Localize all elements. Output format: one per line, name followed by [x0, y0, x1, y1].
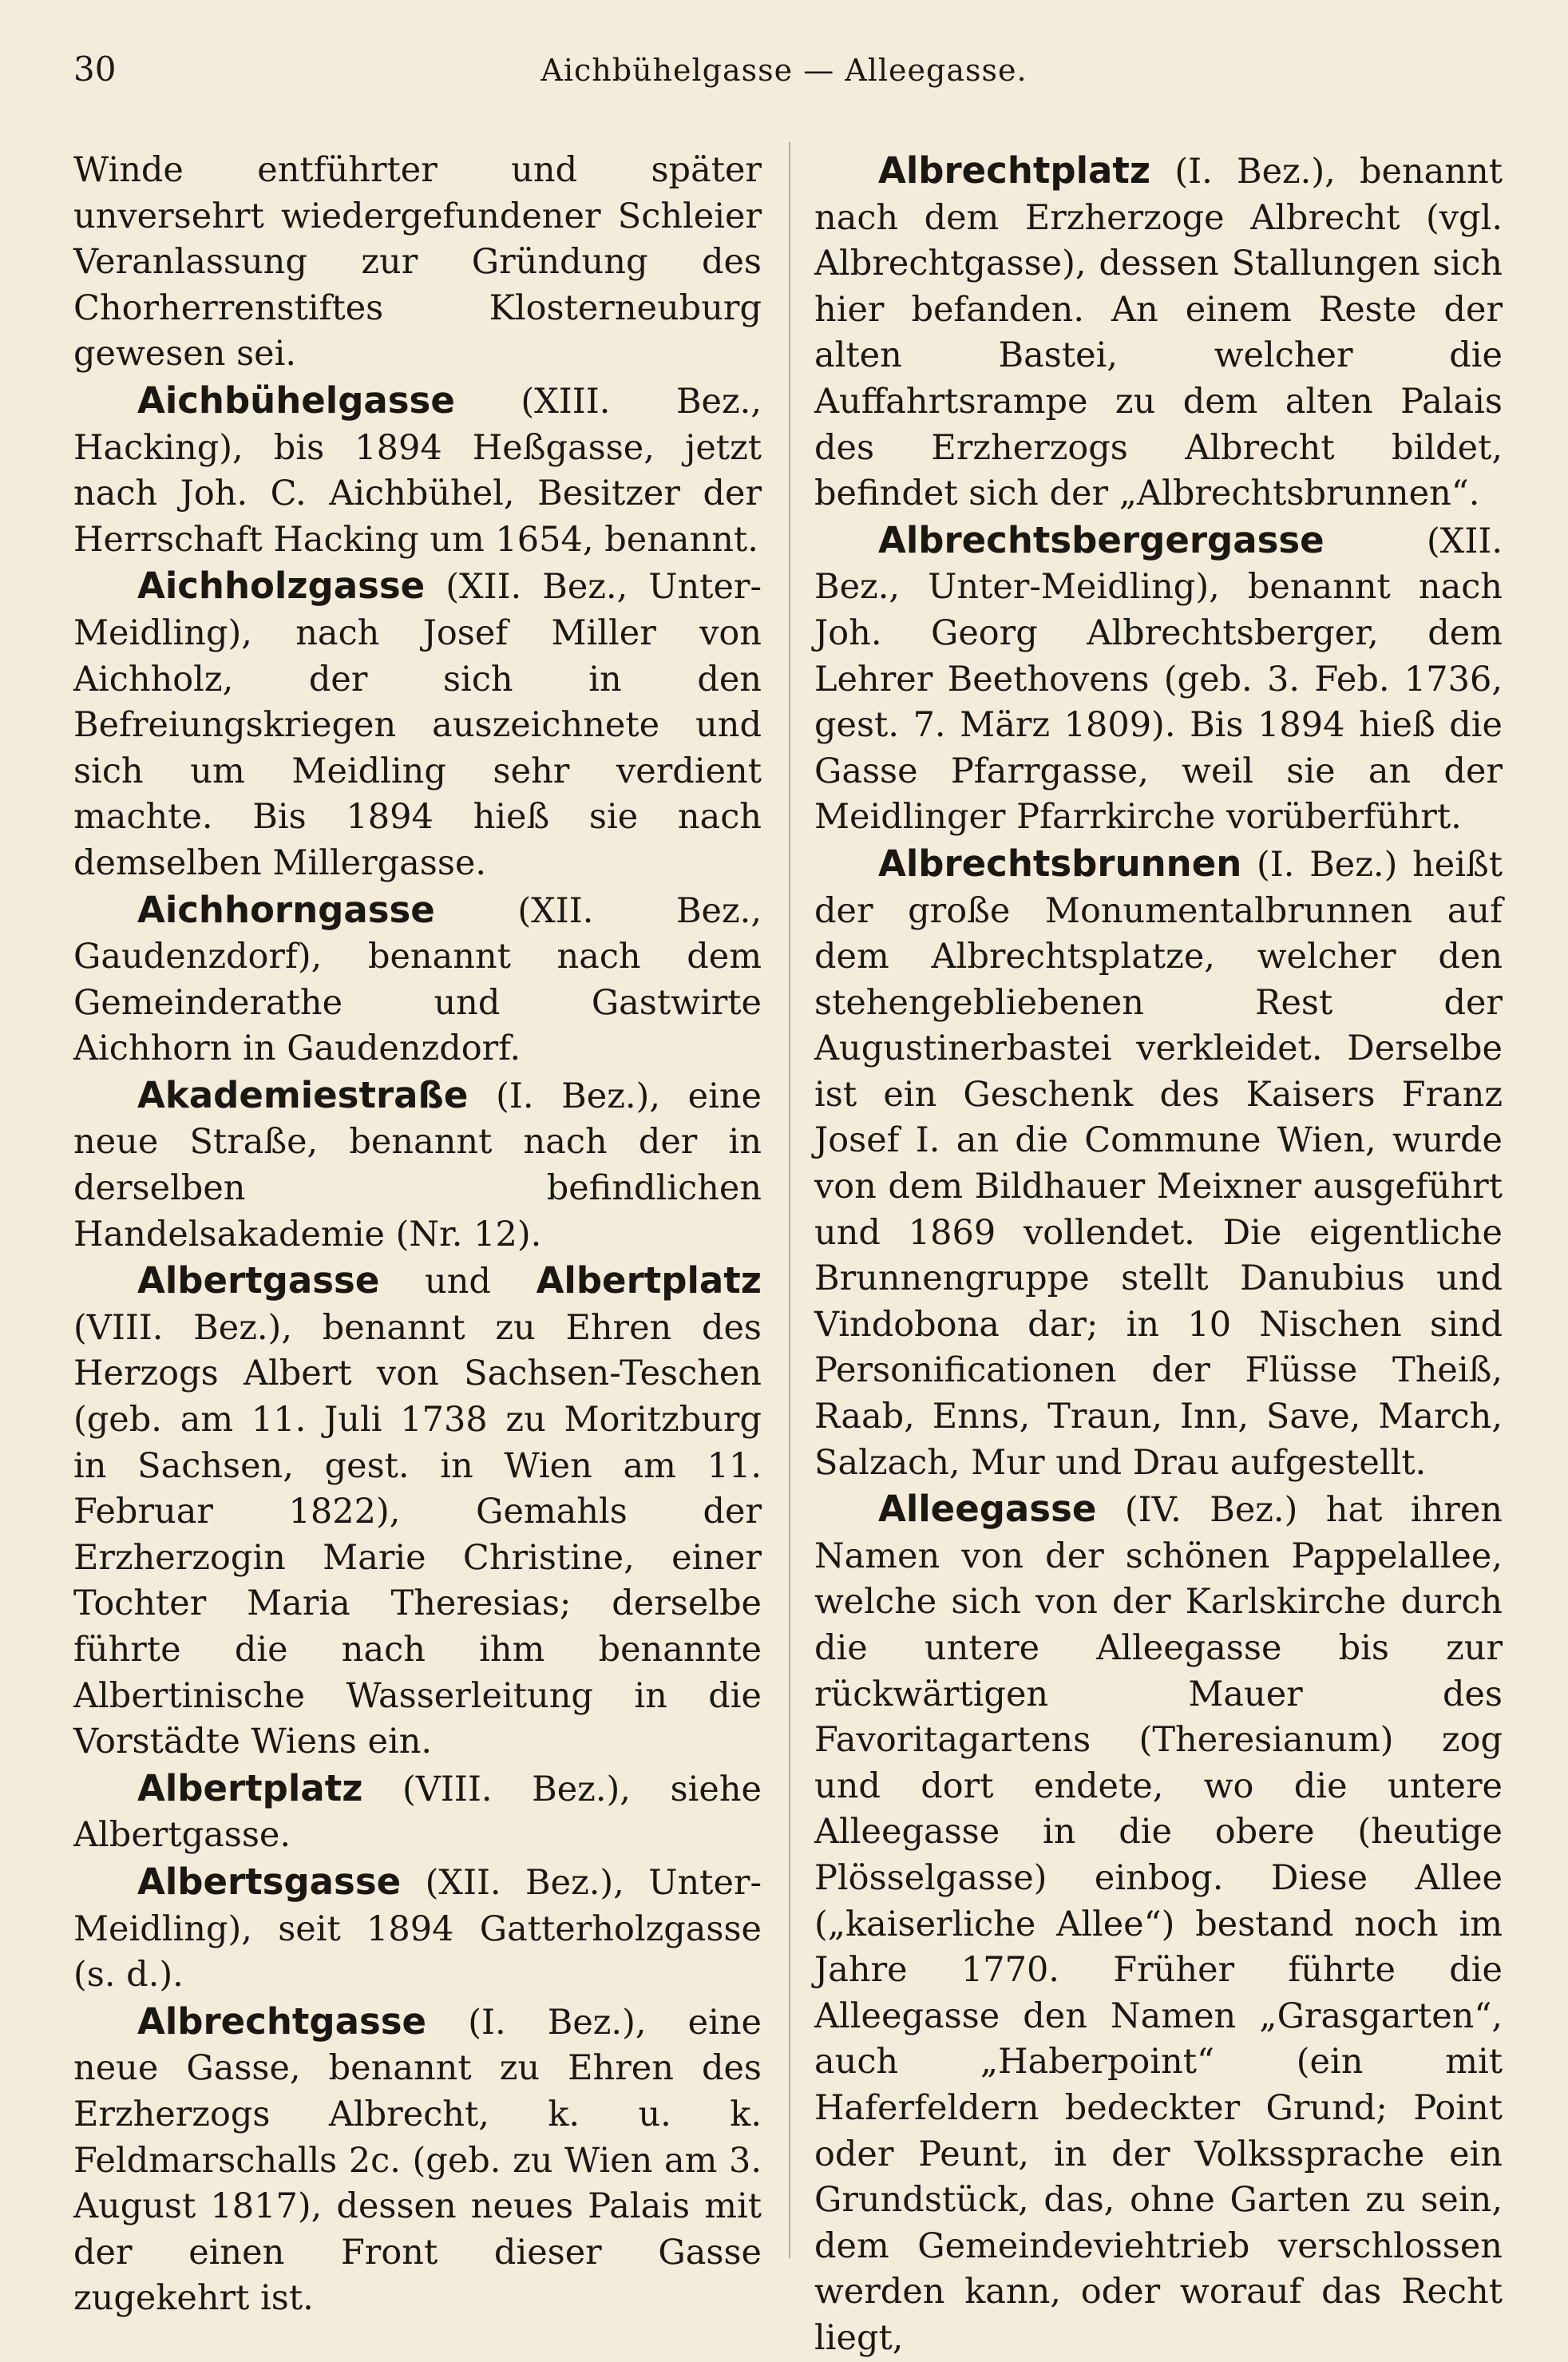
entry-term: Albrechtsbergergasse — [878, 518, 1324, 561]
entry-term: Aichholzgasse — [137, 565, 426, 608]
entry-term: Albertplatz — [137, 1766, 363, 1809]
entry-term: Akademiestraße — [137, 1073, 469, 1116]
entry-term: Albertplatz — [536, 1259, 762, 1302]
right-column — [814, 148, 1503, 2362]
entry-term: Albertgasse — [137, 1259, 380, 1302]
entry-text: (XII. Bez., Gaudenzdorf), benannt nach dem Gemeinderathe und Gastwirte Aichhorn in Gaudenzdorf. — [73, 890, 762, 1069]
column-divider — [789, 142, 790, 2258]
entry-text: (XIII. Bez., Hacking), bis 1894 Heßgasse, jetzt nach Joh. C. Aichbühel, Besitzer der Herrschaft Hacking um 1654, benannt. — [73, 381, 762, 560]
entry-term: Albrechtgasse — [137, 1999, 427, 2043]
entry-term: Albrechtsbrunnen — [878, 842, 1242, 885]
entry — [73, 1072, 762, 1258]
page-header — [73, 50, 1495, 97]
entry-term: Aichhorngasse — [137, 888, 435, 931]
entry — [73, 1999, 762, 2322]
entry-text: (VIII. Bez.), siehe Albertgasse. — [73, 1769, 762, 1856]
entry-term: Albrechtplatz — [878, 149, 1151, 192]
entry-text: (XII. Bez., Unter-Meidling), benannt nach Joh. Georg Albrechtsberger, dem Lehrer Beethovens (geb. 3. Feb. 1736, gest. 7. März 1809). Bis 1894 hieß die Gasse Pfarrgasse, weil sie an der Meidlinger Pfarrkirche vorüberführt. — [814, 521, 1503, 838]
page-number: 30 — [73, 50, 117, 89]
running-head: Aichbühelgasse — Alleegasse. — [540, 53, 1028, 88]
entry-text: (I. Bez.), eine neue Straße, benannt nach der in derselben befindlichen Handelsakademie (Nr. 12). — [73, 1076, 762, 1254]
entry-text: (I. Bez.), eine neue Gasse, benannt zu Ehren des Erzherzogs Albrecht, k. u. k. Feldmarschalls 2c. (geb. zu Wien am 3. August 1817), dessen neues Palais mit der einen Front dieser Gasse zugekehrt ist. — [73, 2002, 762, 2319]
entry — [814, 148, 1503, 517]
entry-term: Aichbühelgasse — [137, 378, 455, 422]
entry-text: (I. Bez.) heißt der große Monumentalbrunnen auf dem Albrechtsplatze, welcher den stehengebliebenen Rest der Augustinerbastei verkleidet. Derselbe ist ein Geschenk des Kaisers Franz Josef I. an die Commune Wien, wurde von dem Bildhauer Meixner ausgeführt und 1869 vollendet. Die eigentliche Brunnengruppe stellt Danubius und Vindobona dar; in 10 Nischen sind Personificationen der Flüsse Theiß, Raab, Enns, Traun, Inn, Save, March, Salzach, Mur und Drau aufgestellt. — [814, 844, 1503, 1483]
entry — [73, 1859, 762, 1999]
entry-text: Winde entführter und später unversehrt wiedergefundener Schleier Veranlassung zur Gründung des Chorherrenstiftes Klosterneuburg gewesen sei. — [73, 150, 762, 375]
entry — [73, 563, 762, 886]
entry-text: (XII. Bez., Unter-Meidling), nach Josef Miller von Aichholz, der sich in den Befreiungskriegen auszeichnete und sich um Meidling sehr verdient machte. Bis 1894 hieß sie nach demselben Millergasse. — [73, 567, 762, 883]
entry-text: und — [379, 1262, 537, 1302]
entry — [73, 887, 762, 1072]
entry-text: (VIII. Bez.), benannt zu Ehren des Herzogs Albert von Sachsen-Teschen (geb. am 11. Juli 1738 zu Moritzburg in Sachsen, gest. in Wien am 11. Februar 1822), Gemahls der Erzherzogin Marie Christine, einer Tochter Maria Theresias; derselbe führte die nach ihm benannte Albertinische Wasserleitung in die Vorstädte Wiens ein. — [73, 1307, 762, 1762]
left-column — [73, 148, 762, 2322]
entry — [814, 841, 1503, 1486]
entry — [814, 1486, 1503, 2361]
entry — [73, 1766, 762, 1859]
entry-term: Alleegasse — [878, 1488, 1097, 1531]
entry — [73, 148, 762, 378]
entry — [73, 1258, 762, 1766]
entry-term: Albertsgasse — [137, 1860, 402, 1903]
entry-text: (I. Bez.), benannt nach dem Erzherzoge Albrecht (vgl. Albrechtgasse), dessen Stallungen sich hier befanden. An einem Reste der alten Bastei, welcher die Auffahrtsrampe zu dem alten Palais des Erzherzogs Albrecht bildet, befindet sich der „Albrechtsbrunnen“. — [814, 152, 1503, 514]
entry — [814, 517, 1503, 841]
entry — [73, 378, 762, 563]
entry-text: (XII. Bez.), Unter-Meidling), seit 1894 Gatterholzgasse (s. d.). — [73, 1862, 762, 1995]
entry-text: (IV. Bez.) hat ihren Namen von der schönen Pappelallee, welche sich von der Karlskirche durch die untere Alleegasse bis zur rückwärtigen Mauer des Favoritagartens (Theresianum) zog und dort endete, wo die untere Alleegasse in die obere (heutige Plösselgasse) einbog. Diese Allee („kaiserliche Allee“) bestand noch im Jahre 1770. Früher führte die Alleegasse den Namen „Grasgarten“, auch „Haberpoint“ (ein mit Haferfeldern bedeckter Grund; Point oder Peunt, in der Volkssprache ein Grundstück, das, ohne Garten zu sein, dem Gemeindeviehtrieb verschlossen werden kann, oder worauf das Recht liegt, — [814, 1490, 1503, 2358]
